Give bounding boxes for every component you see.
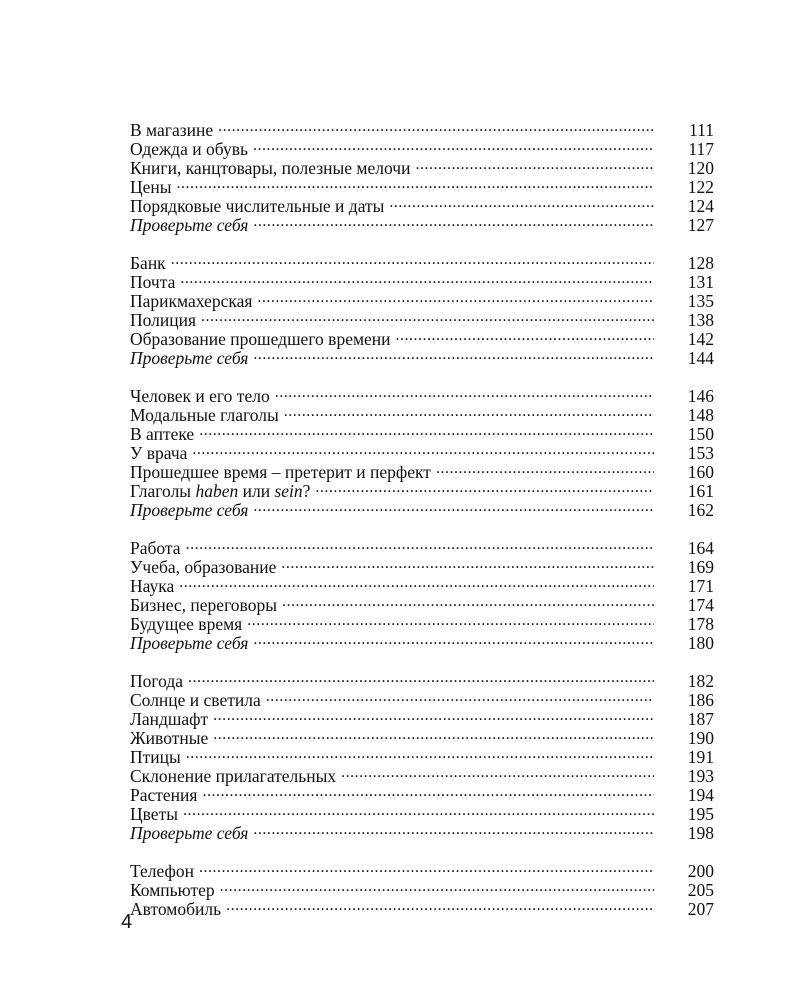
dot-leader [192, 440, 654, 459]
dot-leader [396, 326, 654, 345]
toc-entry-title: Порядковые числительные и даты [130, 196, 385, 216]
toc-entry-page: 124 [687, 196, 714, 216]
toc-entry-page: 205 [687, 880, 714, 900]
toc-entry-title: Человек и его тело [130, 386, 270, 406]
toc-entry [130, 725, 714, 748]
toc-entry-title: Компьютер [130, 880, 215, 900]
toc-entry-title: Цены [130, 177, 172, 197]
toc-entry-title: Проверьте себя [130, 500, 249, 520]
toc-entry-title: Животные [130, 728, 209, 748]
toc-entry [130, 193, 714, 216]
dot-leader [341, 763, 654, 782]
dot-leader [180, 269, 654, 288]
toc-entry [130, 459, 714, 482]
toc-entry-page: 153 [687, 443, 714, 463]
toc-entry [130, 117, 714, 140]
toc-entry-title: Солнце и светила [130, 690, 261, 710]
dot-leader [213, 706, 654, 725]
toc-entry-page: 190 [687, 728, 714, 748]
toc-entry [130, 136, 714, 159]
toc-entry-title: Банк [130, 253, 166, 273]
dot-leader [226, 896, 654, 915]
dot-leader [266, 687, 654, 706]
toc-entry [130, 706, 714, 729]
toc-entry-title: Растения [130, 785, 198, 805]
toc-entry-page: 160 [687, 462, 714, 482]
dot-leader [213, 725, 654, 744]
toc-entry-page: 142 [687, 329, 714, 349]
dot-leader [220, 877, 654, 896]
toc-entry-title: Проверьте себя [130, 823, 249, 843]
dot-leader [186, 744, 654, 763]
toc-entry-page: 148 [687, 405, 714, 425]
table-of-contents [130, 117, 714, 919]
toc-entry-title: Проверьте себя [130, 348, 249, 368]
toc-entry-title-part: ? [302, 481, 311, 501]
toc-entry [130, 573, 714, 596]
toc-section [130, 668, 714, 843]
toc-entry-page: 144 [687, 348, 714, 368]
dot-leader [199, 858, 654, 877]
toc-entry-title: Склонение прилагательных [130, 766, 337, 786]
toc-entry [130, 782, 714, 805]
toc-entry-title: Бизнес, переговоры [130, 595, 277, 615]
toc-entry-title: Учеба, образование [130, 557, 277, 577]
dot-leader [389, 193, 654, 212]
dot-leader [253, 497, 654, 516]
toc-entry-title: Проверьте себя [130, 215, 249, 235]
toc-entry-page: 146 [687, 386, 714, 406]
dot-leader [253, 820, 654, 839]
toc-entry [130, 858, 714, 881]
toc-entry [130, 402, 714, 425]
toc-entry-title: Парикмахерская [130, 291, 253, 311]
dot-leader [253, 212, 654, 231]
toc-entry [130, 896, 714, 919]
toc-entry-title: Проверьте себя [130, 633, 249, 653]
toc-entry-title: Будущее время [130, 614, 243, 634]
toc-entry-page: 182 [687, 671, 714, 691]
toc-entry [130, 478, 714, 501]
toc-entry [130, 611, 714, 634]
dot-leader [177, 174, 654, 193]
toc-entry [130, 744, 714, 767]
toc-entry [130, 288, 714, 311]
toc-entry-title: Работа [130, 538, 181, 558]
toc-entry-title: Образование прошедшего времени [130, 329, 391, 349]
toc-entry-title: Книги, канцтовары, полезные мелочи [130, 158, 411, 178]
dot-leader [315, 478, 654, 497]
dot-leader [281, 554, 654, 573]
toc-entry-page: 131 [687, 272, 714, 292]
toc-entry-page: 169 [687, 557, 714, 577]
toc-entry-page: 195 [687, 804, 714, 824]
dot-leader [282, 592, 654, 611]
dot-leader [179, 573, 654, 592]
toc-entry [130, 326, 714, 349]
toc-entry-title: Ландшафт [130, 709, 209, 729]
toc-entry [130, 592, 714, 615]
dot-leader [275, 383, 654, 402]
toc-entry-page: 128 [687, 253, 714, 273]
toc-entry-title-part: sein [274, 481, 303, 501]
toc-entry [130, 421, 714, 444]
dot-leader [202, 782, 654, 801]
toc-entry-title: Погода [130, 671, 184, 691]
toc-entry-page: 135 [687, 291, 714, 311]
toc-entry [130, 269, 714, 292]
toc-entry-page: 120 [687, 158, 714, 178]
toc-entry-title: Почта [130, 272, 176, 292]
toc-entry-title: Автомобиль [130, 899, 222, 919]
toc-entry-self-check [130, 820, 714, 843]
toc-entry-title: Телефон [130, 861, 194, 881]
toc-entry-self-check [130, 212, 714, 235]
toc-entry-title: Прошедшее время – претерит и перфект [130, 462, 431, 482]
toc-entry-page: 186 [687, 690, 714, 710]
toc-entry-title: Полиция [130, 310, 197, 330]
toc-entry-title: Цветы [130, 804, 178, 824]
toc-entry-page: 180 [687, 633, 714, 653]
toc-entry-title: Одежда и обувь [130, 139, 248, 159]
toc-section [130, 117, 714, 235]
dot-leader [253, 345, 654, 364]
toc-entry-page: 111 [689, 120, 714, 140]
dot-leader [253, 630, 654, 649]
dot-leader [171, 250, 654, 269]
toc-entry-page: 198 [687, 823, 714, 843]
dot-leader [284, 402, 654, 421]
toc-entry-page: 164 [687, 538, 714, 558]
dot-leader [186, 535, 654, 554]
toc-entry [130, 668, 714, 691]
dot-leader [253, 136, 654, 155]
dot-leader [257, 288, 654, 307]
toc-entry [130, 687, 714, 710]
toc-entry-title: У врача [130, 443, 188, 463]
toc-entry [130, 307, 714, 330]
toc-entry-page: 187 [687, 709, 714, 729]
dot-leader [218, 117, 654, 136]
toc-entry-page: 178 [687, 614, 714, 634]
toc-entry-page: 117 [688, 139, 714, 159]
toc-entry-title: В магазине [130, 120, 214, 140]
dot-leader [199, 421, 654, 440]
toc-entry-page: 122 [687, 177, 714, 197]
toc-entry [130, 440, 714, 463]
dot-leader [201, 307, 654, 326]
toc-entry-title-part: Глаголы [130, 481, 196, 501]
toc-entry [130, 535, 714, 558]
toc-entry-self-check [130, 497, 714, 520]
toc-entry-title: В аптеке [130, 424, 195, 444]
dot-leader [188, 668, 654, 687]
toc-entry-page: 127 [687, 215, 714, 235]
toc-entry [130, 801, 714, 824]
toc-entry [130, 763, 714, 786]
toc-section [130, 858, 714, 919]
toc-section [130, 250, 714, 368]
toc-section [130, 535, 714, 653]
toc-section [130, 383, 714, 520]
toc-entry [130, 554, 714, 577]
toc-entry-page: 171 [687, 576, 714, 596]
toc-entry-page: 138 [687, 310, 714, 330]
toc-entry [130, 155, 714, 178]
dot-leader [415, 155, 654, 174]
dot-leader [183, 801, 654, 820]
toc-entry-title: Птицы [130, 747, 181, 767]
toc-entry-page: 161 [687, 481, 714, 501]
dot-leader [247, 611, 654, 630]
toc-entry-page: 194 [687, 785, 714, 805]
toc-entry-self-check [130, 345, 714, 368]
toc-entry [130, 174, 714, 197]
toc-entry-title: Наука [130, 576, 175, 596]
toc-entry [130, 383, 714, 406]
toc-entry-page: 150 [687, 424, 714, 444]
page-number: 4 [121, 911, 133, 933]
toc-entry [130, 250, 714, 273]
toc-entry-title-part: или [238, 481, 275, 501]
toc-entry-page: 193 [687, 766, 714, 786]
toc-entry-self-check [130, 630, 714, 653]
toc-entry-page: 200 [687, 861, 714, 881]
toc-entry-title: Модальные глаголы [130, 405, 279, 425]
toc-entry-page: 191 [687, 747, 714, 767]
toc-entry-page: 207 [687, 899, 714, 919]
toc-entry [130, 877, 714, 900]
dot-leader [436, 459, 654, 478]
toc-entry-page: 162 [687, 500, 714, 520]
toc-entry-page: 174 [687, 595, 714, 615]
toc-entry-title-part: haben [195, 481, 239, 501]
